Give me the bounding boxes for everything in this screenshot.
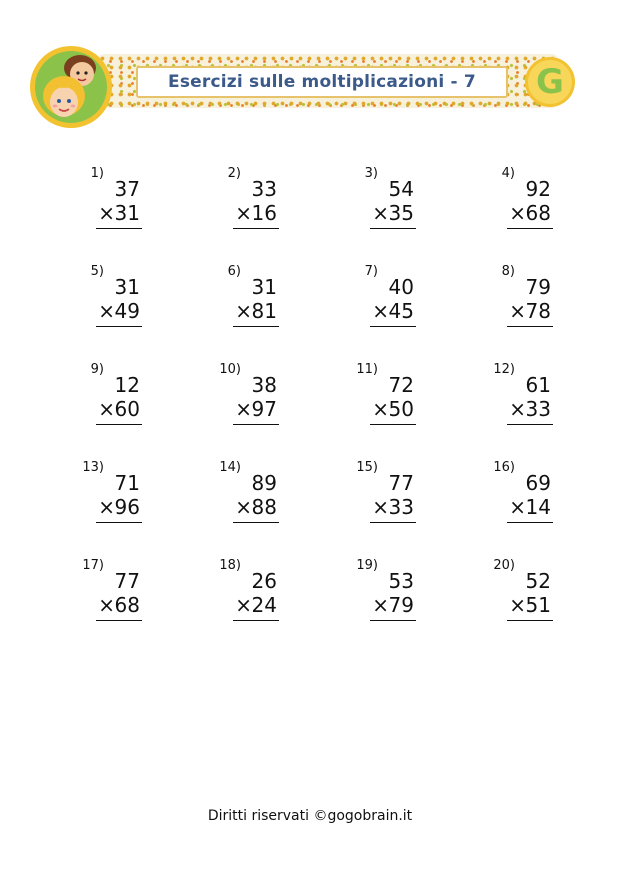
multiply-sign: × bbox=[98, 593, 115, 617]
multiplicand: 79 bbox=[525, 275, 551, 299]
multiplication-problem bbox=[62, 362, 182, 452]
multiplier: 68 bbox=[525, 201, 551, 225]
multiplication-problem bbox=[62, 460, 182, 550]
multiply-sign: × bbox=[372, 299, 389, 323]
multiplier: 79 bbox=[388, 593, 414, 617]
multiplier: 33 bbox=[388, 495, 414, 519]
multiplicand: 71 bbox=[114, 471, 140, 495]
multiply-sign: × bbox=[235, 593, 252, 617]
multiply-sign: × bbox=[98, 397, 115, 421]
page-title: Esercizi sulle moltiplicazioni - 7 bbox=[168, 72, 476, 92]
multiplier: 68 bbox=[114, 593, 140, 617]
multiplier: 24 bbox=[251, 593, 277, 617]
answer-line bbox=[370, 522, 416, 523]
multiply-sign: × bbox=[372, 201, 389, 225]
multiplier: 14 bbox=[525, 495, 551, 519]
problem-number: 5) bbox=[90, 264, 104, 279]
title-box bbox=[136, 66, 508, 98]
multiply-sign: × bbox=[235, 397, 252, 421]
multiplicand: 89 bbox=[251, 471, 277, 495]
multiplication-problem bbox=[199, 264, 319, 354]
answer-line bbox=[507, 522, 553, 523]
multiplicand: 72 bbox=[388, 373, 414, 397]
multiply-sign: × bbox=[509, 593, 526, 617]
multiplication-problem bbox=[336, 558, 456, 648]
answer-line bbox=[233, 522, 279, 523]
problem-number: 8) bbox=[501, 264, 515, 279]
multiplication-problem bbox=[199, 460, 319, 550]
two-kids-icon bbox=[28, 44, 114, 130]
multiplicand: 26 bbox=[251, 569, 277, 593]
multiplication-problem bbox=[62, 558, 182, 648]
problem-number: 6) bbox=[227, 264, 241, 279]
multiplier: 45 bbox=[388, 299, 414, 323]
multiplication-problem bbox=[473, 166, 593, 256]
multiply-sign: × bbox=[509, 397, 526, 421]
problem-number: 11) bbox=[356, 362, 378, 377]
multiplicand: 37 bbox=[114, 177, 140, 201]
multiplier: 96 bbox=[114, 495, 140, 519]
problem-number: 17) bbox=[82, 558, 104, 573]
answer-line bbox=[96, 326, 142, 327]
problem-number: 18) bbox=[219, 558, 241, 573]
answer-line bbox=[233, 228, 279, 229]
logo-letter: G bbox=[536, 62, 564, 102]
problem-number: 16) bbox=[493, 460, 515, 475]
problem-number: 14) bbox=[219, 460, 241, 475]
multiplier: 35 bbox=[388, 201, 414, 225]
multiplicand: 77 bbox=[388, 471, 414, 495]
multiplicand: 31 bbox=[251, 275, 277, 299]
g-logo-icon bbox=[524, 56, 576, 108]
multiplier: 50 bbox=[388, 397, 414, 421]
answer-line bbox=[370, 620, 416, 621]
problem-number: 1) bbox=[90, 166, 104, 181]
answer-line bbox=[507, 620, 553, 621]
multiplicand: 31 bbox=[114, 275, 140, 299]
worksheet-header bbox=[28, 44, 576, 130]
multiplier: 16 bbox=[251, 201, 277, 225]
multiplier: 60 bbox=[114, 397, 140, 421]
multiplicand: 52 bbox=[525, 569, 551, 593]
multiplication-problem bbox=[199, 558, 319, 648]
multiplication-problem bbox=[336, 264, 456, 354]
answer-line bbox=[233, 620, 279, 621]
multiplication-problem bbox=[199, 362, 319, 452]
multiplicand: 40 bbox=[388, 275, 414, 299]
multiplier: 81 bbox=[251, 299, 277, 323]
problem-number: 20) bbox=[493, 558, 515, 573]
multiply-sign: × bbox=[372, 397, 389, 421]
problem-number: 2) bbox=[227, 166, 241, 181]
multiplicand: 12 bbox=[114, 373, 140, 397]
answer-line bbox=[96, 424, 142, 425]
multiplier: 97 bbox=[251, 397, 277, 421]
multiplicand: 77 bbox=[114, 569, 140, 593]
problem-number: 13) bbox=[82, 460, 104, 475]
problem-number: 10) bbox=[219, 362, 241, 377]
problem-number: 3) bbox=[364, 166, 378, 181]
multiplicand: 69 bbox=[525, 471, 551, 495]
multiplication-problem bbox=[336, 166, 456, 256]
problem-number: 12) bbox=[493, 362, 515, 377]
multiplicand: 54 bbox=[388, 177, 414, 201]
answer-line bbox=[233, 424, 279, 425]
problem-number: 19) bbox=[356, 558, 378, 573]
multiply-sign: × bbox=[98, 201, 115, 225]
multiplication-problem bbox=[336, 362, 456, 452]
problem-number: 4) bbox=[501, 166, 515, 181]
multiply-sign: × bbox=[235, 495, 252, 519]
multiplier: 31 bbox=[114, 201, 140, 225]
multiplicand: 53 bbox=[388, 569, 414, 593]
multiply-sign: × bbox=[509, 495, 526, 519]
multiplication-problem bbox=[473, 460, 593, 550]
copyright-footer: Diritti riservati ©gogobrain.it bbox=[207, 808, 413, 824]
multiply-sign: × bbox=[372, 495, 389, 519]
answer-line bbox=[507, 424, 553, 425]
multiplier: 33 bbox=[525, 397, 551, 421]
answer-line bbox=[370, 424, 416, 425]
answer-line bbox=[370, 228, 416, 229]
multiply-sign: × bbox=[372, 593, 389, 617]
multiplicand: 92 bbox=[525, 177, 551, 201]
multiply-sign: × bbox=[509, 299, 526, 323]
multiplier: 51 bbox=[525, 593, 551, 617]
multiplication-problem bbox=[336, 460, 456, 550]
problem-number: 15) bbox=[356, 460, 378, 475]
multiplicand: 33 bbox=[251, 177, 277, 201]
multiplication-problem bbox=[473, 558, 593, 648]
multiplier: 88 bbox=[251, 495, 277, 519]
multiplication-problem bbox=[62, 264, 182, 354]
multiply-sign: × bbox=[509, 201, 526, 225]
multiply-sign: × bbox=[235, 201, 252, 225]
multiplicand: 38 bbox=[251, 373, 277, 397]
answer-line bbox=[233, 326, 279, 327]
multiply-sign: × bbox=[235, 299, 252, 323]
answer-line bbox=[96, 522, 142, 523]
multiplier: 49 bbox=[114, 299, 140, 323]
answer-line bbox=[507, 228, 553, 229]
multiply-sign: × bbox=[98, 495, 115, 519]
multiplication-problem bbox=[62, 166, 182, 256]
multiply-sign: × bbox=[98, 299, 115, 323]
answer-line bbox=[96, 228, 142, 229]
multiplication-problem bbox=[473, 264, 593, 354]
multiplier: 78 bbox=[525, 299, 551, 323]
multiplicand: 61 bbox=[525, 373, 551, 397]
answer-line bbox=[370, 326, 416, 327]
problem-number: 7) bbox=[364, 264, 378, 279]
multiplication-problem bbox=[199, 166, 319, 256]
problem-number: 9) bbox=[90, 362, 104, 377]
answer-line bbox=[507, 326, 553, 327]
answer-line bbox=[96, 620, 142, 621]
multiplication-problem bbox=[473, 362, 593, 452]
